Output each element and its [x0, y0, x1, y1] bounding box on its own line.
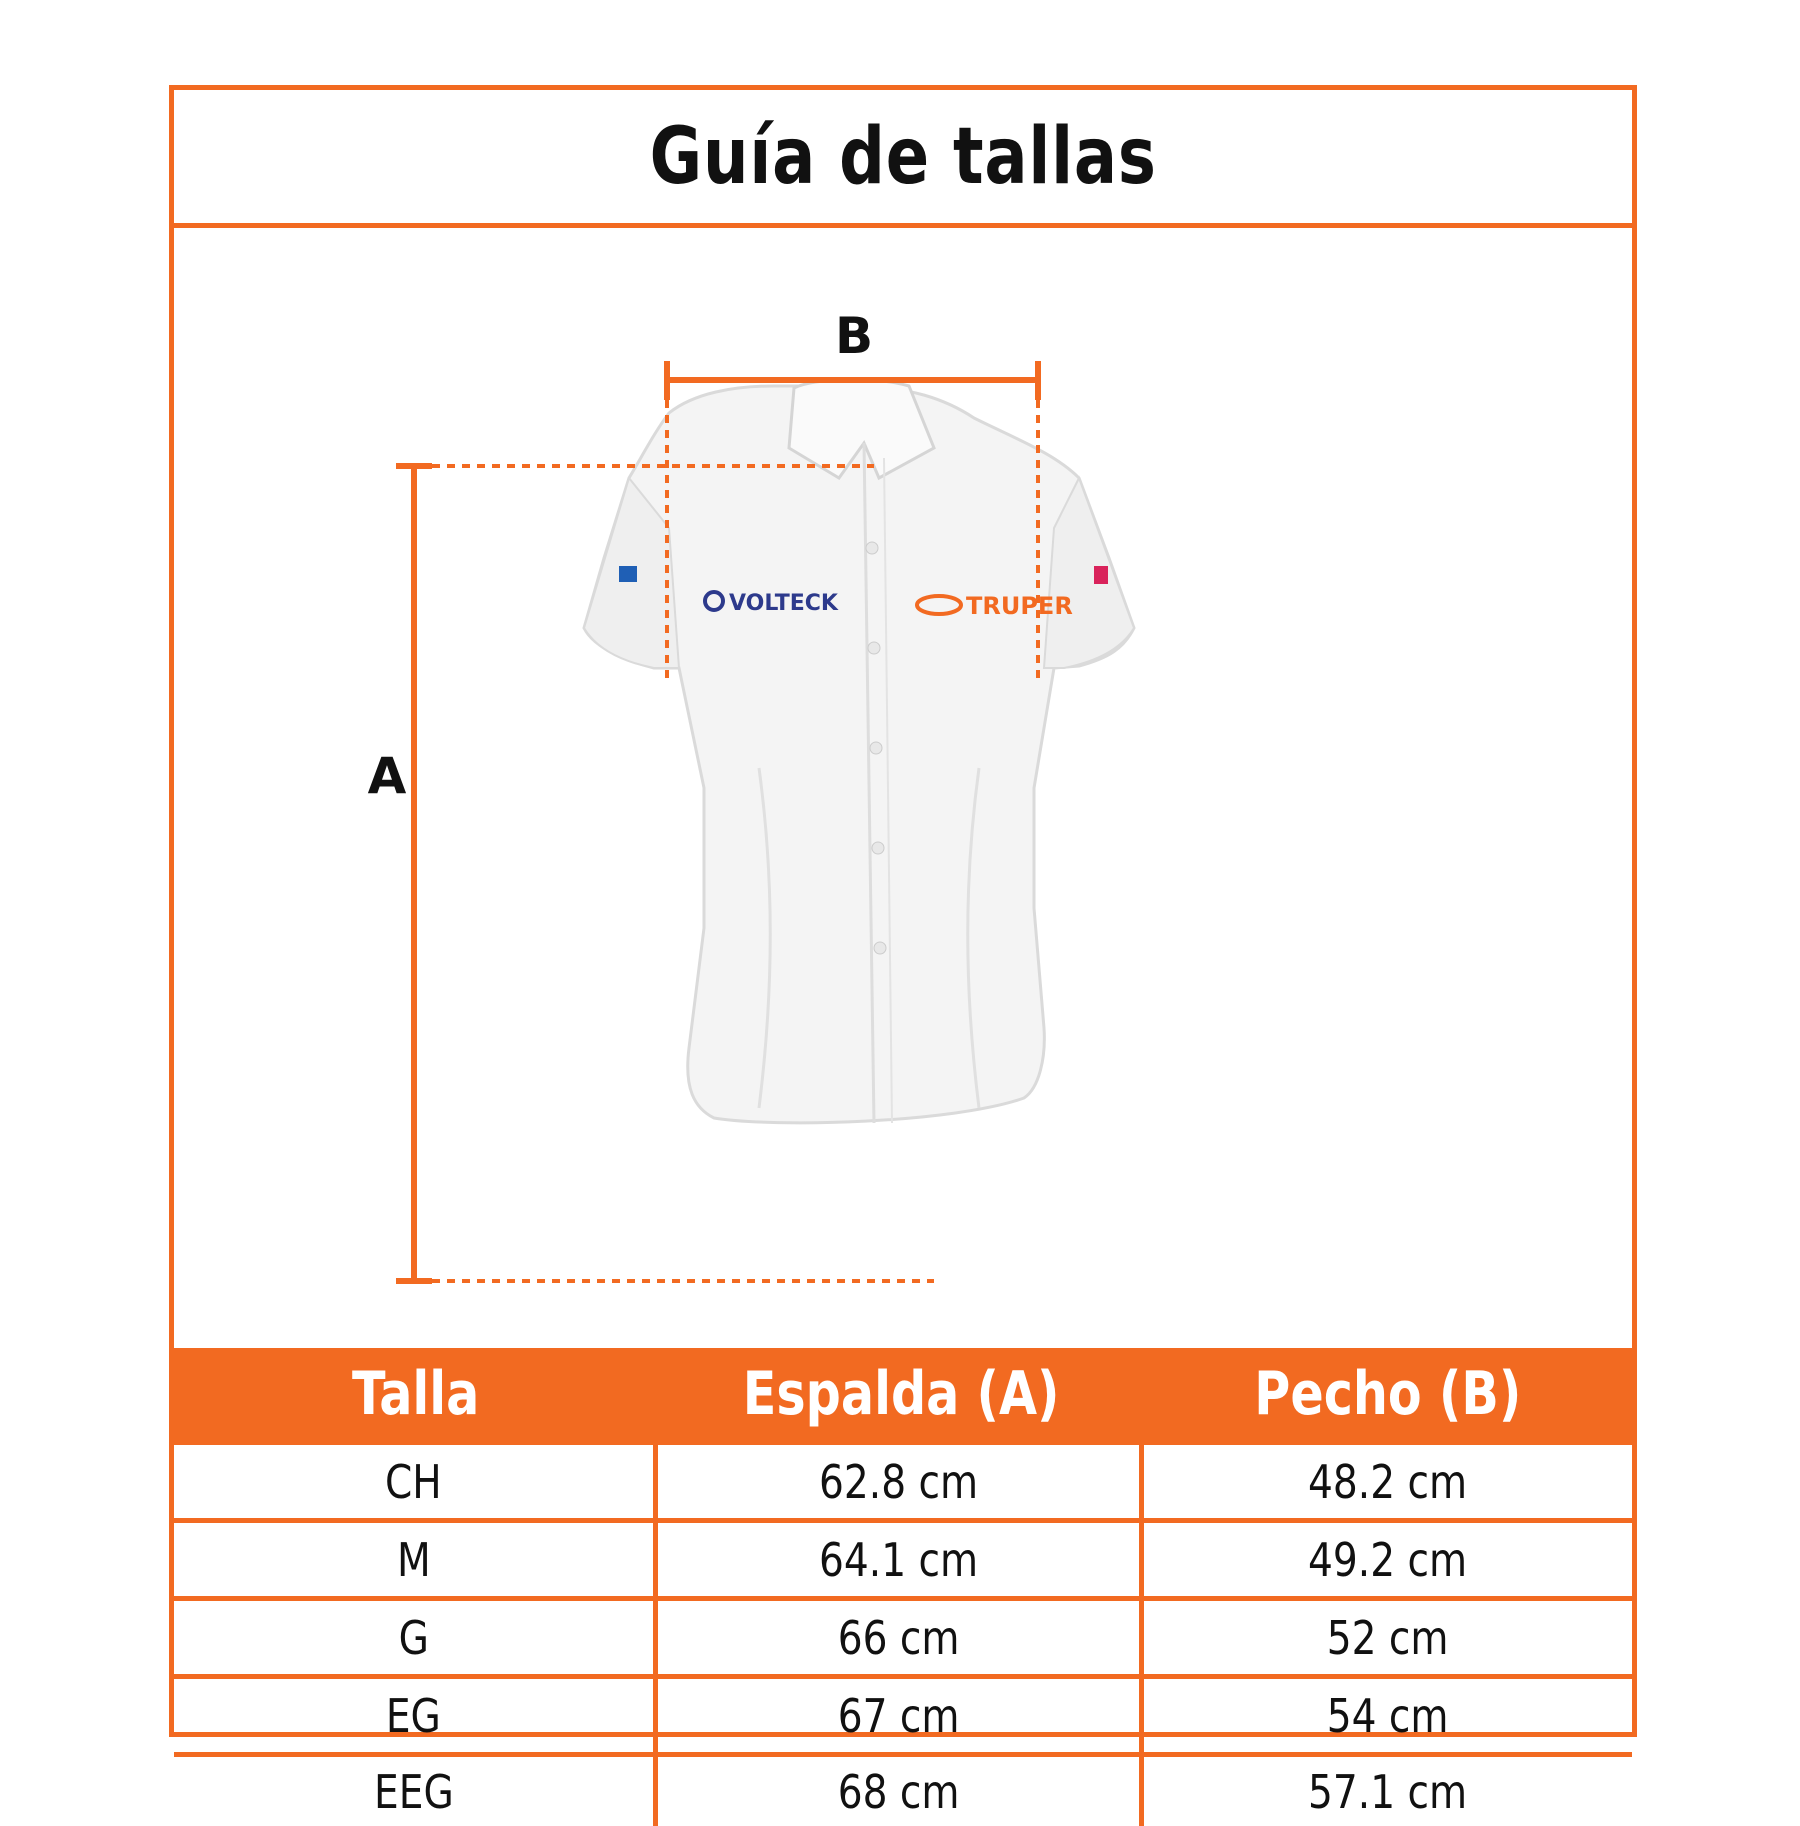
table-row [174, 1518, 1632, 1596]
size-guide-frame [169, 85, 1637, 1819]
table-row [174, 1674, 1632, 1752]
cell-talla: EG [174, 1679, 658, 1752]
table-row [174, 1596, 1632, 1674]
cell-espalda: 67 cm [658, 1679, 1144, 1752]
cell-pecho: 48.2 cm [1308, 1454, 1468, 1509]
table-header [174, 1348, 1632, 1440]
header-talla: Talla [352, 1359, 480, 1429]
title-row [174, 90, 1632, 228]
cell-espalda: 66 cm [658, 1601, 1144, 1674]
shirt-figure [174, 228, 1632, 1348]
cell-espalda: 64.1 cm [658, 1523, 1144, 1596]
header-pecho: Pecho (B) [1254, 1359, 1522, 1429]
truper-logo-text: TRUPER [966, 592, 1073, 620]
measure-a-label: A [367, 747, 407, 805]
page-title: Guía de tallas [649, 111, 1157, 202]
table-row [174, 1752, 1632, 1826]
cell-espalda: 62.8 cm [658, 1445, 1144, 1518]
shirt-diagram [174, 228, 1632, 1348]
cell-talla: M [174, 1523, 658, 1596]
volteck-logo-text: VOLTECK [729, 591, 838, 616]
sleeve-logo-left [619, 566, 637, 582]
cell-pecho: 57.1 cm [1308, 1764, 1468, 1819]
table-row [174, 1440, 1632, 1518]
cell-pecho: 49.2 cm [1308, 1532, 1468, 1587]
cell-talla: CH [174, 1445, 658, 1518]
header-espalda: Espalda (A) [742, 1359, 1060, 1429]
cell-talla: G [174, 1601, 658, 1674]
cell-pecho: 52 cm [1327, 1610, 1449, 1665]
cell-espalda: 68 cm [658, 1757, 1144, 1826]
cell-pecho: 54 cm [1327, 1688, 1449, 1743]
sleeve-logo-right [1094, 566, 1108, 584]
size-table [174, 1348, 1632, 1826]
cell-talla: EEG [174, 1757, 658, 1826]
measure-b-label: B [834, 307, 874, 365]
